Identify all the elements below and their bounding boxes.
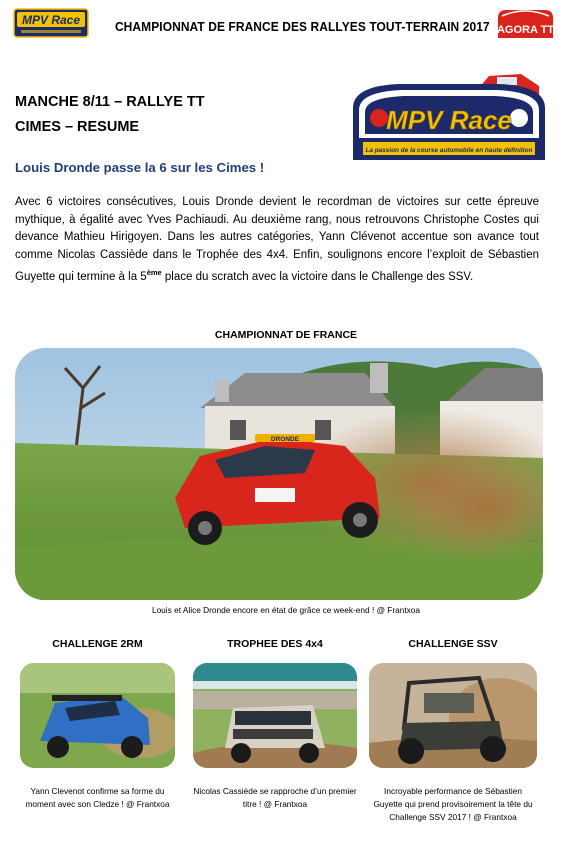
- body-text-part-1: Avec 6 victoires consécutives, Louis Dronde devient le recordman de victoires sur cette épreuve mythique, à égalité avec Yves Pachiaudi. Au deuxième rang, nous retrouvons Christophe Costes qui devance Mathieu Hirigoyen. Dans les autres catégories, Yann Clévenot accentue son avance tout comme Nicolas Cassiède dans le Trophée des 4x4. Enfin, soulignons encore l’exploit de Sébastien Guyette qui termine à la 5: [15, 196, 539, 284]
- round-title-line-2: CIMES – RESUME: [15, 119, 140, 135]
- trophee-4x4-caption: Nicolas Cassiède se rapproche d’un premier titre ! @ Frantxoa: [193, 786, 357, 809]
- agora-tt-logo: [494, 8, 557, 40]
- challenge-2rm-caption: Yann Clevenot confirme sa forme du moment avec son Cledze ! @ Frantxoa: [25, 786, 170, 809]
- challenge-ssv-caption: Incroyable performance de Sébastien Guyette qui prend provisoirement la tête du Challenge SSV 2017 ! @ Frantxoa: [373, 786, 533, 822]
- logo-small-text: MPV Race: [21, 13, 81, 27]
- challenge-ssv-photo: [369, 663, 537, 768]
- mpv-race-logo-small: [13, 8, 89, 38]
- round-title-line-1: MANCHE 8/11 – RALLYE TT: [15, 94, 205, 110]
- round-title: [15, 90, 275, 140]
- main-section-heading: CHAMPIONNAT DE FRANCE: [214, 329, 358, 341]
- body-text-superscript: ème: [146, 268, 162, 278]
- logo-tagline: La passion de la course automobile en haute définition: [365, 147, 533, 154]
- trophee-4x4-heading: TROPHEE DES 4x4: [227, 638, 323, 650]
- main-photo-caption: Louis et Alice Dronde encore en état de grâce ce week-end ! @ Frantxoa: [151, 605, 421, 615]
- challenge-ssv-heading: CHALLENGE SSV: [408, 638, 498, 650]
- agora-logo-text: AGORA TT: [496, 24, 555, 36]
- trophee-4x4-photo: [193, 663, 357, 768]
- car-name-text: DRONDE: [270, 436, 300, 443]
- main-rally-photo: [15, 348, 543, 600]
- article-headline: Louis Dronde passe la 6 sur les Cimes !: [15, 160, 265, 175]
- body-text-part-2: place du scratch avec la victoire dans le Challenge des SSV.: [161, 271, 474, 284]
- logo-large-brand-text: MPV Race: [386, 105, 512, 135]
- page-header-title: CHAMPIONNAT DE FRANCE DES RALLYES TOUT-TERRAIN 2017: [114, 19, 490, 34]
- mpv-race-logo-large: [349, 68, 549, 164]
- challenge-2rm-heading: CHALLENGE 2RM: [52, 638, 143, 650]
- article-body: [15, 194, 539, 287]
- challenge-2rm-photo: [20, 663, 175, 768]
